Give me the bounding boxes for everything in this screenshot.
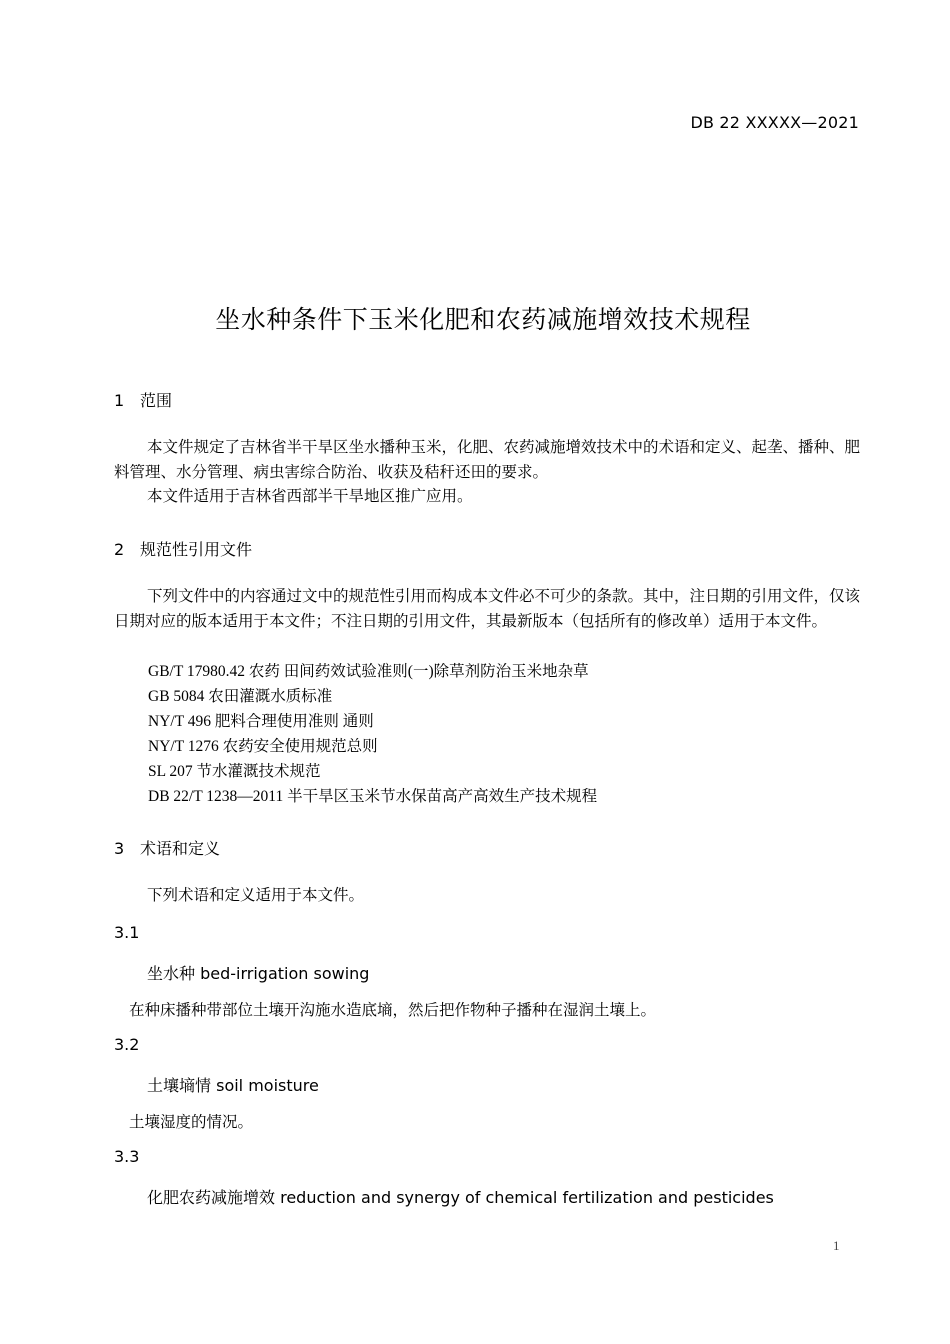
term-name — [147, 961, 369, 984]
paragraph: 本文件适用于吉林省西部半干旱地区推广应用。 — [147, 488, 473, 505]
paragraph: 下列术语和定义适用于本文件。 — [147, 887, 365, 904]
section-1-heading — [114, 388, 172, 411]
reference-item: DB 22/T 1238—2011 半干旱区玉米节水保苗高产高效生产技术规程 — [148, 788, 598, 805]
reference-item: NY/T 1276 农药安全使用规范总则 — [148, 738, 378, 755]
section-title: 范围 — [140, 391, 173, 410]
term-name-en: bed-irrigation sowing — [200, 964, 370, 983]
term-name-zh: 土壤墒情 — [147, 1076, 212, 1095]
document-code: DB 22 XXXXX—2021 — [690, 113, 859, 132]
section-3-intro — [114, 884, 860, 909]
term-name-zh: 坐水种 — [147, 964, 196, 983]
term-name-en: soil moisture — [216, 1076, 319, 1095]
page-number: 1 — [833, 1238, 840, 1253]
section-title: 规范性引用文件 — [140, 540, 253, 559]
term-number: 3.3 — [114, 1147, 140, 1166]
reference-item: NY/T 496 肥料合理使用准则 通则 — [148, 713, 374, 730]
paragraph: 下列文件中的内容通过文中的规范性引用而构成本文件必不可少的条款。其中，注日期的引用文件，仅该日期对应的版本适用于本文件；不注日期的引用文件，其最新版本（包括所有的修改单）适用于本文件。 — [114, 588, 861, 630]
document-title: 坐水种条件下玉米化肥和农药减施增效技术规程 — [215, 305, 751, 334]
term-number: 3.1 — [114, 923, 140, 942]
term-name-zh: 化肥农药减施增效 — [147, 1188, 276, 1207]
section-2-heading — [114, 537, 252, 560]
term-name — [147, 1185, 774, 1208]
section-3-heading — [114, 836, 220, 859]
section-2-intro — [114, 585, 860, 634]
reference-item: GB 5084 农田灌溉水质标准 — [148, 688, 333, 705]
section-number: 1 — [114, 391, 125, 410]
term-definition: 土壤湿度的情况。 — [129, 1114, 254, 1131]
section-title: 术语和定义 — [140, 839, 221, 858]
section-number: 3 — [114, 839, 125, 858]
paragraph: 本文件规定了吉林省半干旱区坐水播种玉米，化肥、农药减施增效技术中的术语和定义、起垄、播种、肥料管理、水分管理、病虫害综合防治、收获及秸秆还田的要求。 — [114, 439, 861, 481]
reference-item: SL 207 节水灌溉技术规范 — [148, 763, 321, 780]
term-name-en: reduction and synergy of chemical fertilization and pesticides — [280, 1188, 774, 1207]
term-name — [147, 1073, 319, 1096]
term-number: 3.2 — [114, 1035, 140, 1054]
section-1-body — [114, 436, 860, 510]
reference-item: GB/T 17980.42 农药 田间药效试验准则(一)除草剂防治玉米地杂草 — [148, 663, 589, 680]
section-number: 2 — [114, 540, 125, 559]
term-definition: 在种床播种带部位土壤开沟施水造底墒，然后把作物种子播种在湿润土壤上。 — [129, 1002, 657, 1019]
normative-references-list — [148, 659, 597, 809]
